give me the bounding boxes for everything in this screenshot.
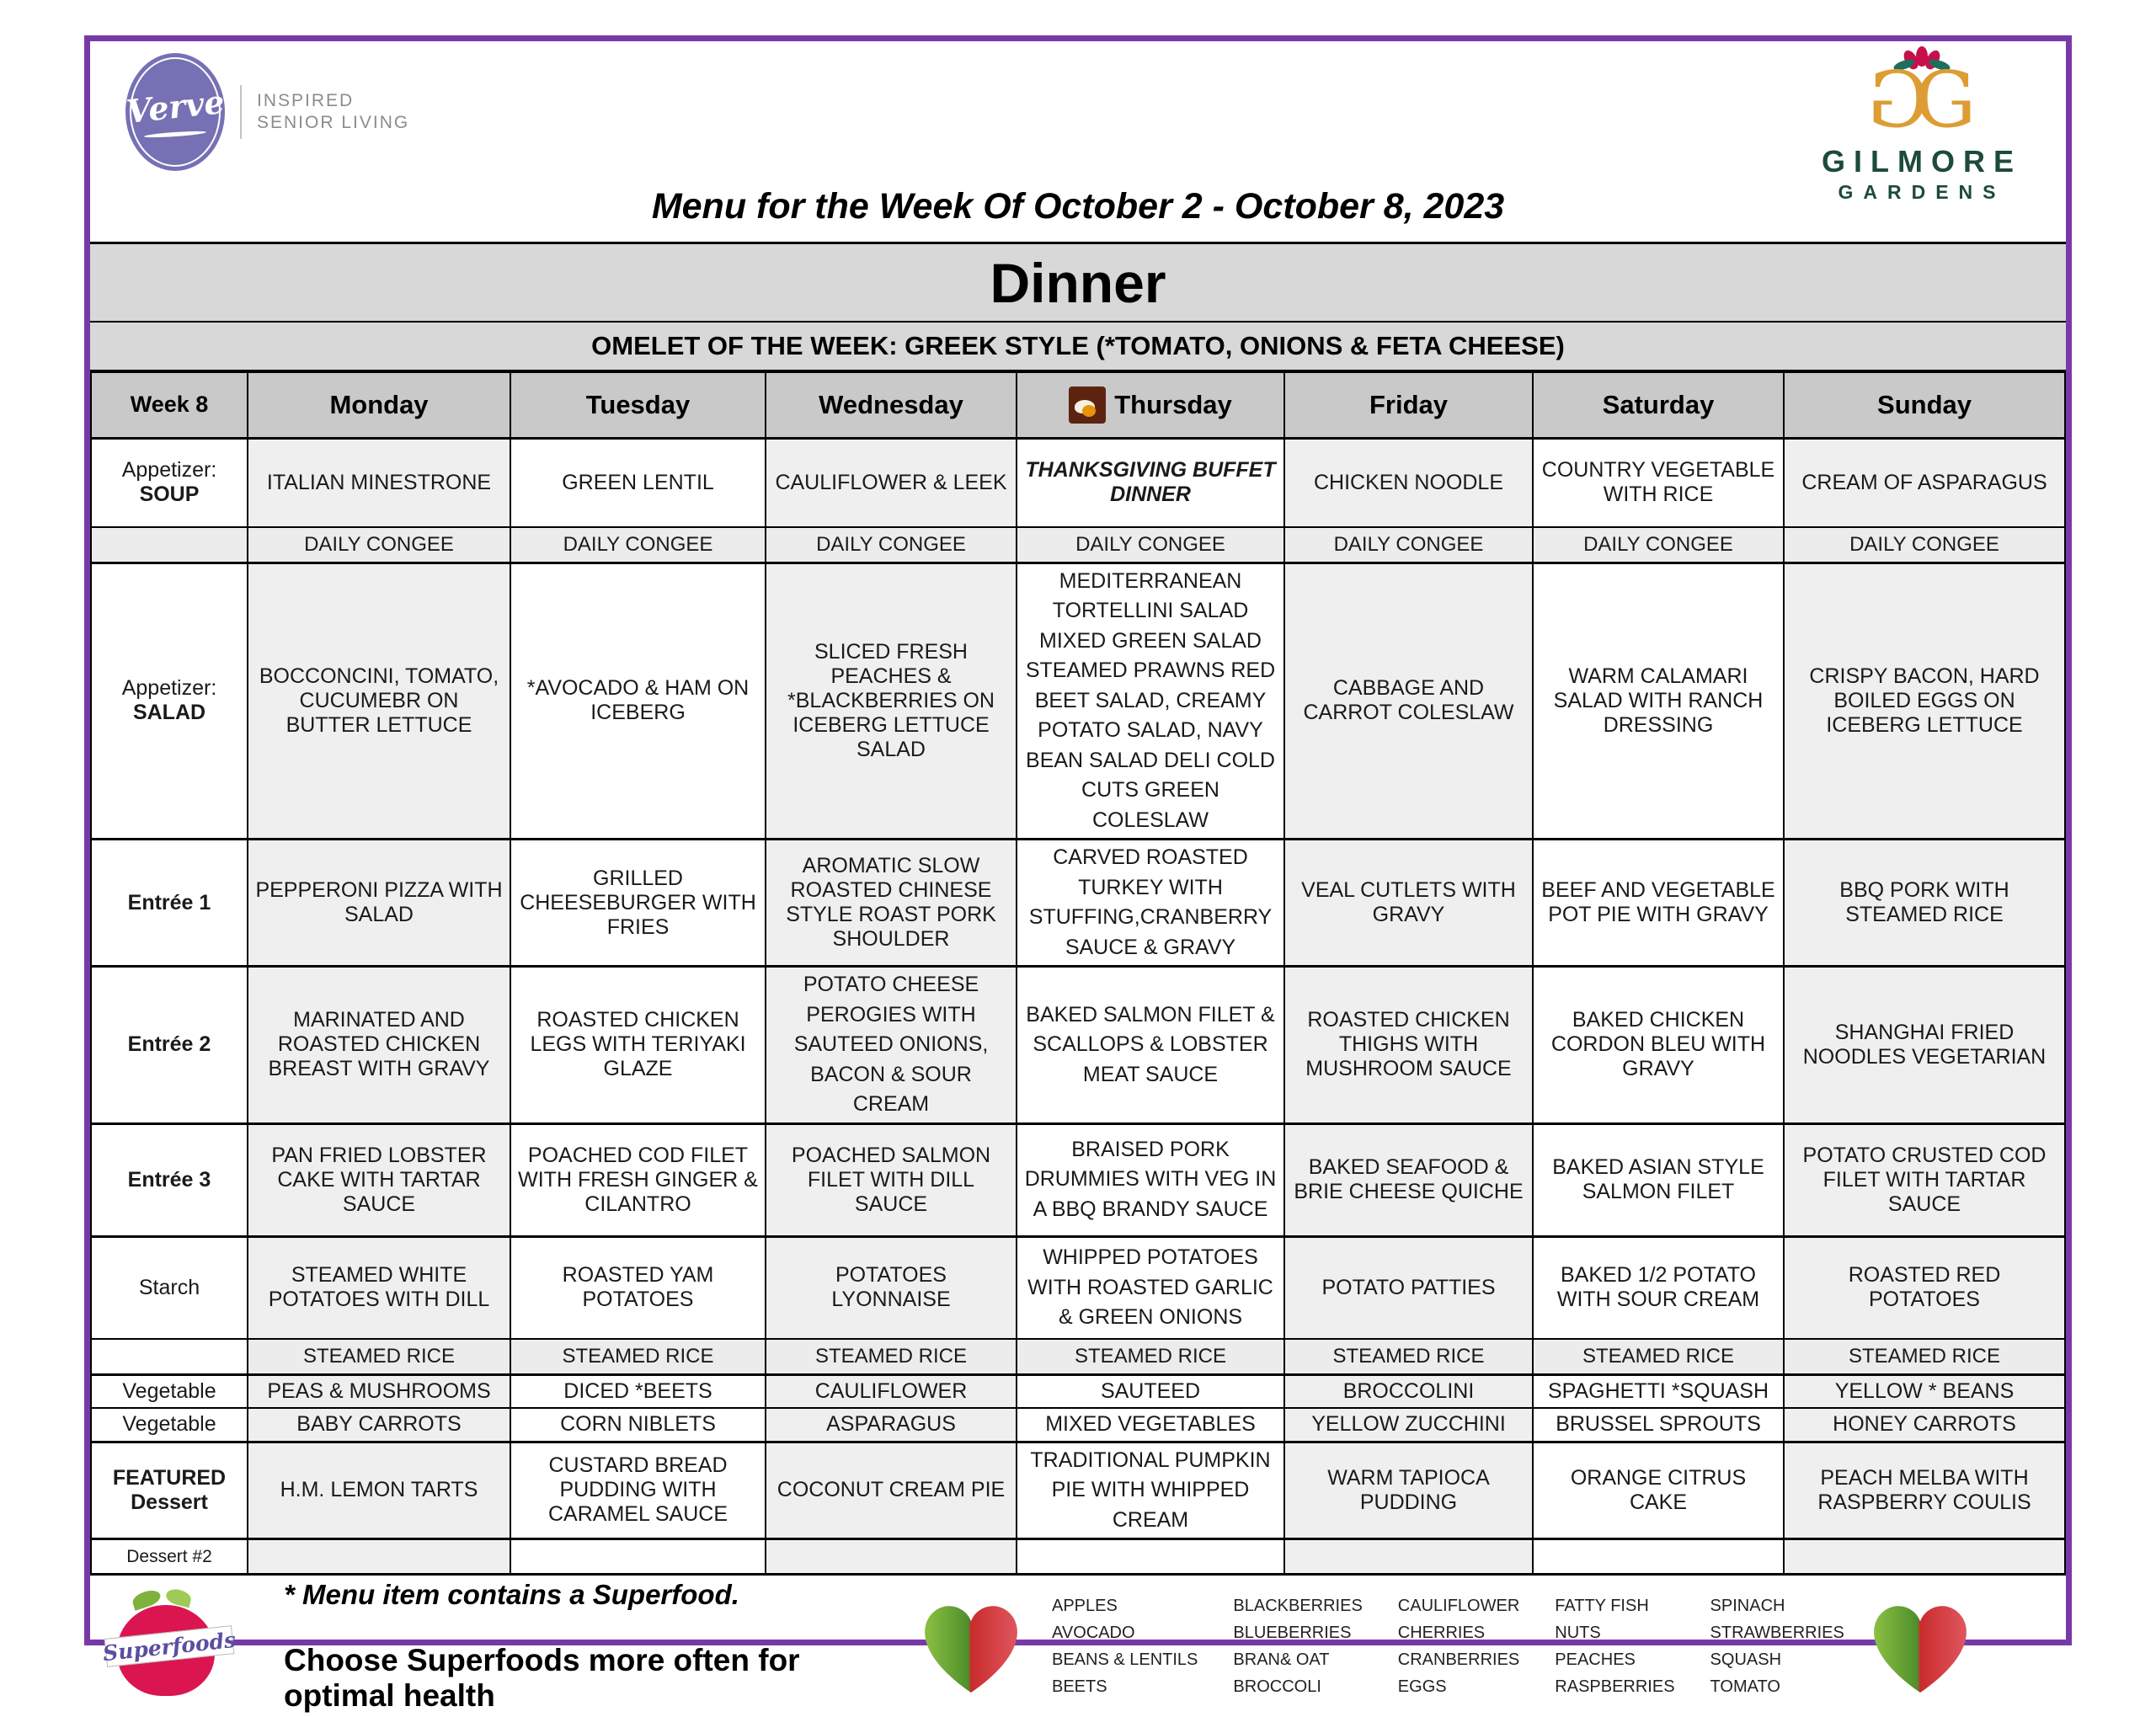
superfood-item: FATTY FISH [1555, 1596, 1649, 1615]
menu-cell [1284, 1539, 1533, 1575]
superfood-column [1233, 1597, 1362, 1697]
menu-cell: BAKED CHICKEN CORDON BLEU WITH GRAVY [1533, 967, 1784, 1124]
menu-cell: STEAMED RICE [248, 1339, 510, 1374]
menu-cell: DAILY CONGEE [1533, 527, 1784, 563]
menu-cell: CAULIFLOWER & LEEK [766, 438, 1017, 527]
superfoods-logo [101, 1583, 237, 1709]
menu-cell: STEAMED RICE [510, 1339, 766, 1374]
menu-cell: VEAL CUTLETS WITH GRAVY [1284, 840, 1533, 967]
entree1-row-label: Entrée 1 [91, 840, 248, 967]
menu-cell: TRADITIONAL PUMPKIN PIE WITH WHIPPED CREAM [1017, 1442, 1284, 1539]
menu-cell: CARVED ROASTED TURKEY WITH STUFFING,CRANBERRY SAUCE & GRAVY [1017, 840, 1284, 967]
menu-cell: COCONUT CREAM PIE [766, 1442, 1017, 1539]
superfood-item: CRANBERRIES [1397, 1650, 1520, 1669]
menu-cell: CHICKEN NOODLE [1284, 438, 1533, 527]
menu-cell: BABY CARROTS [248, 1408, 510, 1442]
day-saturday: Saturday [1533, 372, 1784, 438]
entree2-row [91, 967, 2065, 1124]
dessert2-row-label: Dessert #2 [91, 1539, 248, 1575]
superfood-item: SPINACH [1710, 1596, 1785, 1615]
entree1-row [91, 840, 2065, 967]
superfood-item: STRAWBERRIES [1710, 1623, 1844, 1642]
superfood-note: * Menu item contains a Superfood. [284, 1579, 739, 1610]
menu-cell: H.M. LEMON TARTS [248, 1442, 510, 1539]
menu-cell: COUNTRY VEGETABLE WITH RICE [1533, 438, 1784, 527]
omelet-banner: OMELET OF THE WEEK: GREEK STYLE (*TOMATO, ONIONS & FETA CHEESE) [90, 323, 2066, 371]
veggie-heart-icon [917, 1597, 1025, 1696]
meal-banner: Dinner [90, 242, 2066, 323]
menu-cell: WARM CALAMARI SALAD WITH RANCH DRESSING [1533, 563, 1784, 840]
rice-row [91, 1339, 2065, 1374]
menu-cell: DAILY CONGEE [248, 527, 510, 563]
superfood-item: APPLES [1052, 1596, 1118, 1615]
menu-cell: STEAMED RICE [1784, 1339, 2065, 1374]
soup-row-label: Appetizer: SOUP [91, 438, 248, 527]
superfood-column [1052, 1597, 1198, 1697]
menu-cell: CAULIFLOWER [766, 1374, 1017, 1408]
day-header-row [91, 372, 2065, 438]
top-bar [90, 41, 2066, 203]
verve-tagline-line1: INSPIRED [257, 90, 355, 110]
week-title: Menu for the Week Of October 2 - October 8, 2023 [651, 186, 1505, 227]
day-monday: Monday [248, 372, 510, 438]
superfood-item: SQUASH [1710, 1650, 1782, 1669]
menu-cell: BBQ PORK WITH STEAMED RICE [1784, 840, 2065, 967]
superfood-column [1398, 1597, 1519, 1697]
menu-cell [766, 1539, 1017, 1575]
superfood-item: AVOCADO [1052, 1623, 1135, 1642]
menu-sheet [84, 35, 2072, 1713]
monogram-g-left: G [1867, 55, 1929, 145]
soup-row [91, 438, 2065, 527]
entree3-row [91, 1123, 2065, 1236]
superfood-item: CAULIFLOWER [1397, 1596, 1520, 1615]
menu-cell: SPAGHETTI *SQUASH [1533, 1374, 1784, 1408]
verve-tagline-line2: SENIOR LIVING [257, 113, 410, 132]
menu-cell: YELLOW ZUCCHINI [1284, 1408, 1533, 1442]
superfood-item: BEANS & LENTILS [1052, 1650, 1198, 1669]
menu-cell: BOCCONCINI, TOMATO, CUCUMEBR ON BUTTER LETTUCE [248, 563, 510, 840]
menu-cell: CRISPY BACON, HARD BOILED EGGS ON ICEBERG LETTUCE [1784, 563, 2065, 840]
menu-cell: BRAISED PORK DRUMMIES WITH VEG IN A BBQ BRANDY SAUCE [1017, 1123, 1284, 1236]
menu-cell: POACHED SALMON FILET WITH DILL SAUCE [766, 1123, 1017, 1236]
vegetable2-row-label: Vegetable [91, 1408, 248, 1442]
thanksgiving-icon [1069, 387, 1106, 424]
week-label: Week 8 [91, 372, 248, 438]
menu-cell: CUSTARD BREAD PUDDING WITH CARAMEL SAUCE [510, 1442, 766, 1539]
menu-cell: DAILY CONGEE [1017, 527, 1284, 563]
congee-row-label [91, 527, 248, 563]
menu-cell: POACHED COD FILET WITH FRESH GINGER & CILANTRO [510, 1123, 766, 1236]
dessert2-row [91, 1539, 2065, 1575]
gilmore-sub: GARDENS [1838, 181, 2006, 203]
menu-cell: AROMATIC SLOW ROASTED CHINESE STYLE ROAST PORK SHOULDER [766, 840, 1017, 967]
veggie-heart-icon [1866, 1597, 1974, 1696]
starch-row-label: Starch [91, 1236, 248, 1339]
menu-cell: BAKED ASIAN STYLE SALMON FILET [1533, 1123, 1784, 1236]
superfood-item: TOMATO [1710, 1677, 1780, 1696]
menu-cell: WHIPPED POTATOES WITH ROASTED GARLIC & GREEN ONIONS [1017, 1236, 1284, 1339]
menu-table [90, 371, 2066, 1576]
menu-cell [510, 1539, 766, 1575]
menu-cell: ASPARAGUS [766, 1408, 1017, 1442]
superfood-item: RASPBERRIES [1555, 1677, 1675, 1696]
superfood-item: CHERRIES [1397, 1623, 1486, 1642]
superfood-item: BLUEBERRIES [1233, 1623, 1352, 1642]
day-friday: Friday [1284, 372, 1533, 438]
day-sunday: Sunday [1784, 372, 2065, 438]
superfoods-wordmark: Superfoods [101, 1627, 237, 1666]
menu-cell: ROASTED YAM POTATOES [510, 1236, 766, 1339]
superfood-tagline: Choose Superfoods more often for optimal health [284, 1643, 800, 1713]
menu-cell: DAILY CONGEE [1284, 527, 1533, 563]
menu-cell: ITALIAN MINESTRONE [248, 438, 510, 527]
menu-cell: DAILY CONGEE [1784, 527, 2065, 563]
menu-cell: DAILY CONGEE [510, 527, 766, 563]
starch-row [91, 1236, 2065, 1339]
menu-cell: THANKSGIVING BUFFET DINNER [1017, 438, 1284, 527]
menu-cell: CORN NIBLETS [510, 1408, 766, 1442]
menu-cell [1017, 1539, 1284, 1575]
superfood-item: BLACKBERRIES [1233, 1596, 1363, 1615]
menu-cell: PEAS & MUSHROOMS [248, 1374, 510, 1408]
menu-cell: GRILLED CHEESEBURGER WITH FRIES [510, 840, 766, 967]
menu-cell: WARM TAPIOCA PUDDING [1284, 1442, 1533, 1539]
logo-divider [240, 85, 242, 139]
menu-cell: POTATOES LYONNAISE [766, 1236, 1017, 1339]
menu-cell: HONEY CARROTS [1784, 1408, 2065, 1442]
entree2-row-label: Entrée 2 [91, 967, 248, 1124]
superfood-note-block [255, 1579, 895, 1714]
gilmore-name: GILMORE [1822, 144, 2022, 179]
vegetable1-row [91, 1374, 2065, 1408]
menu-cell: BROCCOLINI [1284, 1374, 1533, 1408]
verve-oval-icon [125, 53, 225, 171]
menu-cell: STEAMED RICE [766, 1339, 1017, 1374]
menu-cell: SAUTEED [1017, 1374, 1284, 1408]
menu-cell: BAKED SEAFOOD & BRIE CHEESE QUICHE [1284, 1123, 1533, 1236]
superfood-item: EGGS [1397, 1677, 1447, 1696]
vegetable2-row [91, 1408, 2065, 1442]
menu-cell: GREEN LENTIL [510, 438, 766, 527]
superfood-list [1047, 1597, 1844, 1697]
superfood-column [1710, 1597, 1844, 1697]
menu-cell: PAN FRIED LOBSTER CAKE WITH TARTAR SAUCE [248, 1123, 510, 1236]
congee-row [91, 527, 2065, 563]
day-thursday: Thursday [1017, 372, 1284, 438]
menu-cell [1784, 1539, 2065, 1575]
menu-cell: PEPPERONI PIZZA WITH SALAD [248, 840, 510, 967]
menu-cell: CABBAGE AND CARROT COLESLAW [1284, 563, 1533, 840]
menu-cell: *AVOCADO & HAM ON ICEBERG [510, 563, 766, 840]
menu-cell: BAKED 1/2 POTATO WITH SOUR CREAM [1533, 1236, 1784, 1339]
menu-cell: POTATO PATTIES [1284, 1236, 1533, 1339]
menu-cell: ROASTED CHICKEN THIGHS WITH MUSHROOM SAUCE [1284, 967, 1533, 1124]
monogram-g-right: G [1914, 55, 1977, 145]
superfood-item: PEACHES [1555, 1650, 1636, 1669]
superfood-item: NUTS [1555, 1623, 1601, 1642]
day-tuesday: Tuesday [510, 372, 766, 438]
superfoods-footer [90, 1576, 2066, 1717]
menu-cell: PEACH MELBA WITH RASPBERRY COULIS [1784, 1442, 2065, 1539]
menu-cell: MEDITERRANEAN TORTELLINI SALAD MIXED GREEN SALAD STEAMED PRAWNS RED BEET SALAD, CREAMY POTATO SALAD, NAVY BEAN SALAD DELI COLD CUTS GREEN COLESLAW [1017, 563, 1284, 840]
gilmore-gardens-logo [1808, 46, 2036, 204]
menu-cell: MIXED VEGETABLES [1017, 1408, 1284, 1442]
menu-cell: BAKED SALMON FILET & SCALLOPS & LOBSTER MEAT SAUCE [1017, 967, 1284, 1124]
superfood-item: BEETS [1052, 1677, 1107, 1696]
menu-cell: ORANGE CITRUS CAKE [1533, 1442, 1784, 1539]
menu-cell: STEAMED RICE [1017, 1339, 1284, 1374]
menu-cell: BEEF AND VEGETABLE POT PIE WITH GRAVY [1533, 840, 1784, 967]
menu-cell: MARINATED AND ROASTED CHICKEN BREAST WITH GRAVY [248, 967, 510, 1124]
dessert-row-label: FEATURED Dessert [91, 1442, 248, 1539]
rice-row-label [91, 1339, 248, 1374]
menu-cell: STEAMED WHITE POTATOES WITH DILL [248, 1236, 510, 1339]
gilmore-monogram-icon [1808, 46, 2036, 145]
menu-cell: POTATO CRUSTED COD FILET WITH TARTAR SAUCE [1784, 1123, 2065, 1236]
menu-cell: SLICED FRESH PEACHES & *BLACKBERRIES ON ICEBERG LETTUCE SALAD [766, 563, 1017, 840]
verve-tagline [257, 90, 409, 135]
menu-cell: POTATO CHEESE PEROGIES WITH SAUTEED ONIONS, BACON & SOUR CREAM [766, 967, 1017, 1124]
menu-cell [248, 1539, 510, 1575]
menu-cell: CREAM OF ASPARAGUS [1784, 438, 2065, 527]
verve-wordmark: Verve [124, 83, 227, 131]
salad-row [91, 563, 2065, 840]
menu-cell: SHANGHAI FRIED NOODLES VEGETARIAN [1784, 967, 2065, 1124]
menu-cell: YELLOW * BEANS [1784, 1374, 2065, 1408]
dessert-row [91, 1442, 2065, 1539]
salad-row-label: Appetizer: SALAD [91, 563, 248, 840]
menu-cell: STEAMED RICE [1533, 1339, 1784, 1374]
menu-cell: STEAMED RICE [1284, 1339, 1533, 1374]
menu-cell [1533, 1539, 1784, 1575]
menu-cell: DAILY CONGEE [766, 527, 1017, 563]
verve-logo [125, 53, 409, 171]
verve-swoosh-icon [144, 130, 206, 138]
menu-cell: ROASTED CHICKEN LEGS WITH TERIYAKI GLAZE [510, 967, 766, 1124]
menu-cell: DICED *BEETS [510, 1374, 766, 1408]
menu-cell: ROASTED RED POTATOES [1784, 1236, 2065, 1339]
entree3-row-label: Entrée 3 [91, 1123, 248, 1236]
vegetable1-row-label: Vegetable [91, 1374, 248, 1408]
superfood-item: BROCCOLI [1233, 1677, 1321, 1696]
menu-cell: BRUSSEL SPROUTS [1533, 1408, 1784, 1442]
superfood-column [1555, 1597, 1674, 1697]
day-wednesday: Wednesday [766, 372, 1017, 438]
superfood-item: BRAN& OAT [1233, 1650, 1330, 1669]
